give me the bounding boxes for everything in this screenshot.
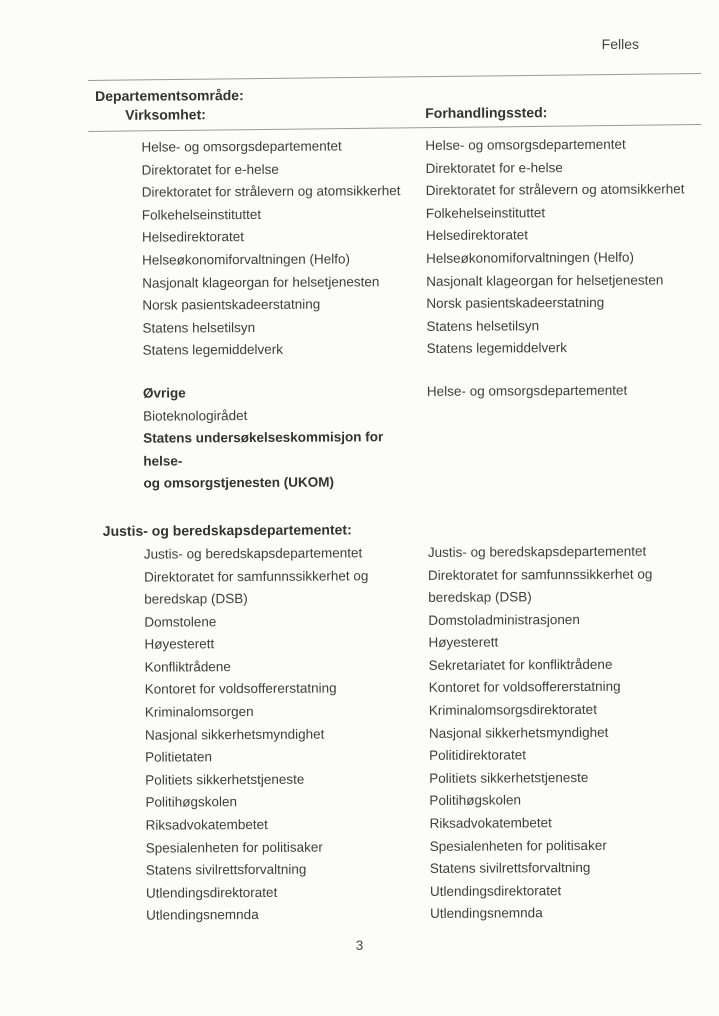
virksomhet-cell: Helse- og omsorgsdepartementet (141, 138, 342, 155)
forhandlingssted-cell: Domstoladministrasjonen (428, 611, 580, 628)
forhandlingssted-cell: Kriminalomsorgsdirektoratet (428, 701, 597, 718)
virksomhet-cell: Høyesterett (144, 636, 215, 652)
forhandlingssted-cell: Politidirektoratet (429, 747, 526, 764)
forhandlingssted-cell: Utlendingsnemnda (430, 905, 543, 922)
virksomhet-cell: Statens sivilrettsforvaltning (145, 861, 307, 878)
forhandlingssted-cell: Politihøgskolen (429, 792, 522, 809)
virksomhet-cell: Norsk pasientskadeerstatning (142, 296, 321, 313)
department-area-header: Departementsområde: (95, 87, 244, 104)
forhandlingssted-cell: Direktoratet for samfunnssikkerhet og beredskap (DSB) (427, 566, 653, 606)
page-corner-label: Felles (601, 36, 639, 52)
forhandlingssted-cell: Direktoratet for strålevern og atomsikkerhet (425, 181, 685, 199)
virksomhet-cell: Politietaten (145, 749, 212, 765)
virksomhet-cell: Direktoratet for e-helse (141, 161, 279, 178)
virksomhet-cell: Riksadvokatembetet (145, 816, 268, 833)
forhandlingssted-cell: Helsedirektoratet (425, 227, 529, 244)
forhandlingssted-cell: Statens sivilrettsforvaltning (429, 860, 591, 877)
forhandlingssted-cell: Folkehelseinstituttet (425, 204, 546, 221)
virksomhet-cell: Direktoratet for strålevern og atomsikkerhet (141, 183, 401, 200)
forhandlingssted-cell (427, 402, 703, 426)
virksomhet-cell: Bioteknologirådet (143, 407, 248, 424)
forhandlingssted-cell: Kontoret for voldsoffererstatning (428, 679, 621, 696)
virksomhet-cell: Helseøkonomiforvaltningen (Helfo) (142, 251, 350, 268)
forhandlingssted-cell: Statens helsetilsyn (426, 317, 540, 334)
forhandlingssted-cell: Nasjonalt klageorgan for helsetjenesten (426, 272, 664, 289)
forhandlingssted-cell: Nasjonal sikkerhetsmyndighet (428, 724, 609, 741)
page-number: 3 (355, 938, 364, 953)
forhandlingssted-cell: Politiets sikkerhetstjeneste (429, 769, 589, 786)
forhandlingssted-cell: Helseøkonomiforvaltningen (Helfo) (426, 249, 634, 266)
forhandlingssted-cell: Utlendingsdirektoratet (429, 882, 562, 899)
virksomhet-cell: Utlendingsnemnda (146, 907, 259, 924)
virksomhet-cell: Kontoret for voldsoffererstatning (144, 680, 337, 698)
virksomhet-cell: Kriminalomsorgen (144, 704, 254, 720)
table-row (90, 337, 703, 363)
virksomhet-cell: Politihøgskolen (145, 794, 238, 811)
forhandlingssted-cell: Spesialenheten for politisaker (429, 837, 607, 854)
forhandlingssted-cell: Riksadvokatembetet (429, 815, 552, 831)
virksomhet-cell: Konfliktrådene (144, 659, 231, 675)
virksomhet-cell: Domstolene (144, 613, 217, 630)
table-content (88, 76, 706, 928)
forhandlingssted-cell: Statens legemiddelverk (426, 340, 568, 357)
virksomhet-cell: Statens legemiddelverk (142, 342, 284, 359)
virksomhet-cell: Øvrige (142, 385, 186, 401)
column-header-forhandlingssted: Forhandlingssted: (425, 104, 548, 121)
table-row (90, 424, 703, 496)
forhandlingssted-cell: Justis- og beredskapsdepartementet (427, 543, 647, 560)
helse-section-rows (88, 133, 703, 496)
column-header-virksomhet: Virksomhet: (125, 106, 206, 123)
forhandlingssted-cell: Helse- og omsorgsdepartementet (426, 382, 628, 399)
forhandlingssted-cell: Helse- og omsorgsdepartementet (425, 136, 626, 153)
top-divider (88, 73, 701, 81)
table-row (93, 902, 706, 928)
forhandlingssted-cell (427, 424, 703, 493)
virksomhet-cell: Helsedirektoratet (141, 229, 245, 246)
justis-section-header: Justis- og beredskapsdepartementet: (102, 521, 352, 539)
virksomhet-cell: Direktoratet for samfunnssikkerhet og beredskap (DSB) (143, 567, 369, 607)
virksomhet-cell: Statens helsetilsyn (142, 319, 256, 336)
forhandlingssted-cell: Norsk pasientskadeerstatning (426, 295, 605, 312)
column-header-row (88, 103, 701, 123)
virksomhet-cell: Nasjonal sikkerhetsmyndighet (144, 726, 325, 743)
virksomhet-cell: Nasjonalt klageorgan for helsetjenesten (142, 273, 380, 291)
virksomhet-cell: Justis- og beredskapsdepartementet (143, 545, 363, 562)
table-row (91, 563, 704, 612)
justis-section-rows (91, 540, 706, 928)
virksomhet-cell: Politiets sikkerhetstjeneste (145, 771, 305, 788)
virksomhet-cell: Statens undersøkelseskommisjon for helse- og omsorgstjenesten (UKOM) (143, 429, 384, 491)
virksomhet-cell: Spesialenheten for politisaker (145, 839, 323, 856)
header-divider (88, 124, 701, 132)
virksomhet-cell: Utlendingsdirektoratet (145, 884, 278, 901)
forhandlingssted-cell: Sekretariatet for konfliktrådene (428, 656, 613, 673)
forhandlingssted-cell: Direktoratet for e-helse (425, 159, 563, 176)
virksomhet-cell: Folkehelseinstituttet (141, 206, 262, 223)
forhandlingssted-cell: Høyesterett (428, 634, 499, 651)
